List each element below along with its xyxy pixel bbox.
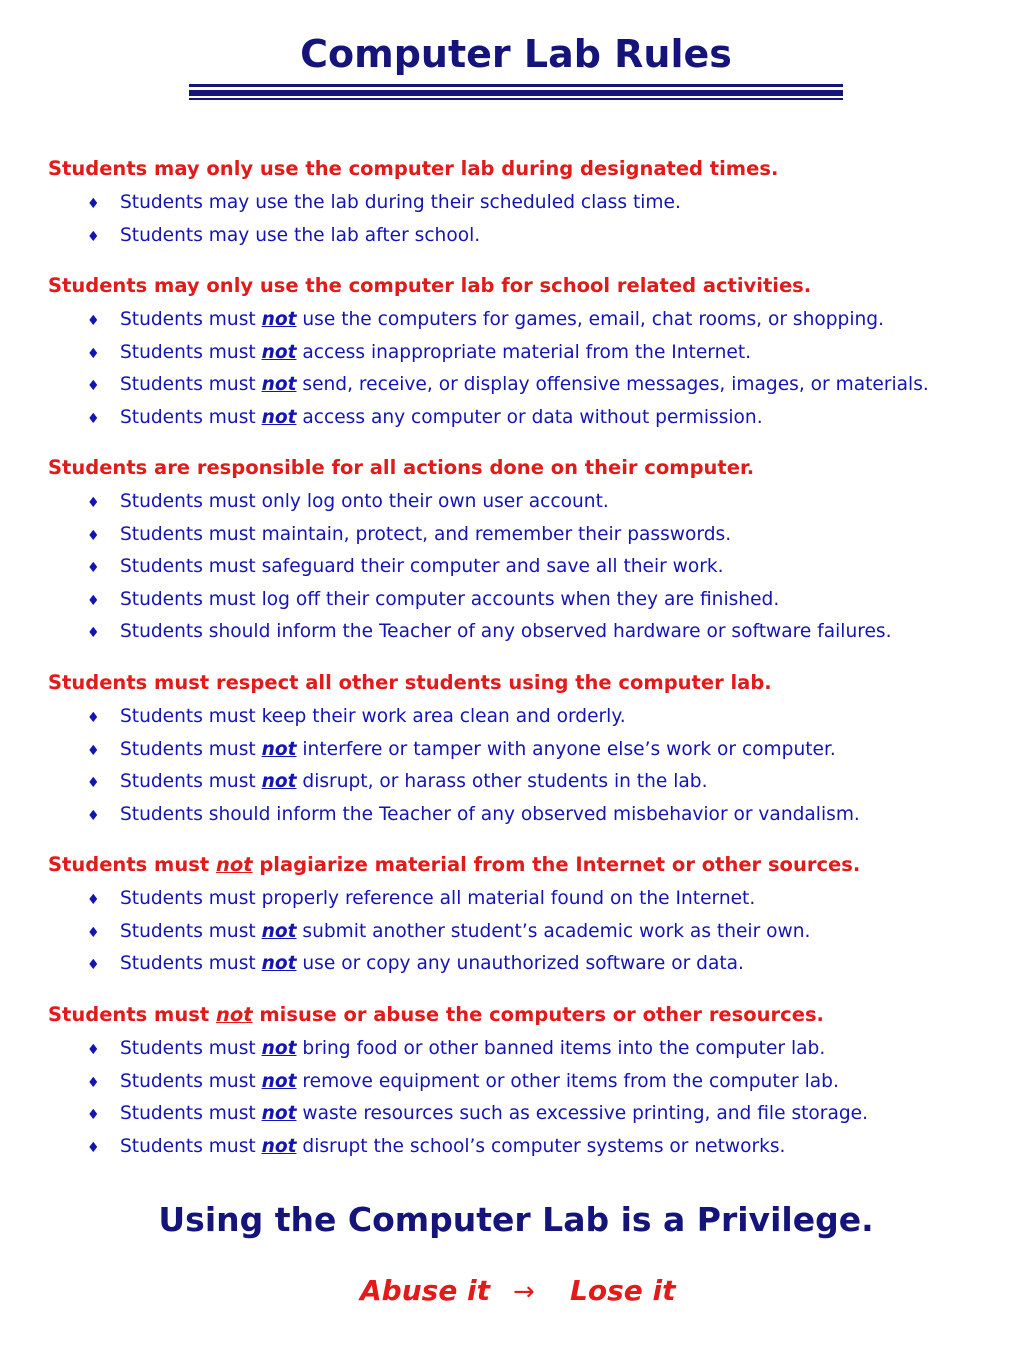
text-run: Students must maintain, protect, and remember their passwords. [120,523,732,545]
text-run: Students must [120,738,262,760]
text-run: disrupt the school’s computer systems or networks. [296,1135,786,1157]
diamond-bullet-icon: ♦ [87,313,100,329]
rule-item-text [120,620,892,644]
rule-item [0,224,1000,252]
section-heading [48,456,754,480]
text-run: misuse or abuse the computers or other resources. [252,1003,824,1026]
rule-item [0,341,1000,369]
rule-item [0,705,1000,733]
rule-item [0,1135,1000,1163]
text-run: Students must only log onto their own user account. [120,491,609,512]
rule-item [0,555,1000,583]
text-run: Students must [48,853,216,876]
diamond-bullet-icon: ♦ [87,625,100,642]
rule-item [0,588,1000,616]
emphasis-not: not [261,1038,297,1059]
diamond-bullet-icon: ♦ [87,1107,100,1124]
privilege-statement: Using the Computer Lab is a Privilege. [158,1200,874,1239]
diamond-bullet-icon: ♦ [87,560,100,577]
text-run: bring food or other banned items into the computer lab. [296,1038,826,1059]
title-rule-line [189,84,843,87]
diamond-bullet-icon: ♦ [87,775,100,792]
text-run: Students must properly reference all material found on the Internet. [120,888,756,909]
text-run: interfere or tamper with anyone else’s work or computer. [296,738,836,760]
diamond-bullet-icon: ♦ [87,1139,100,1156]
diamond-bullet-icon: ♦ [87,592,100,609]
text-run: use or copy any unauthorized software or data. [296,953,744,975]
rule-item [0,1102,1000,1130]
diamond-bullet-icon: ♦ [87,410,100,427]
diamond-bullet-icon: ♦ [87,892,100,908]
text-run: Students must [120,1103,262,1125]
text-run: Students must [120,1070,262,1092]
diamond-bullet-icon: ♦ [87,807,100,824]
text-run: Students must [120,374,262,396]
rule-item [0,738,1000,766]
rule-item-text [120,555,724,579]
text-run: Students should inform the Teacher of any observed hardware or software failures. [120,621,892,643]
text-run: Students must [48,1003,216,1026]
diamond-bullet-icon: ♦ [87,527,100,544]
text-run: disrupt, or harass other students in the lab. [296,771,708,793]
text-run: Students must log off their computer accounts when they are finished. [120,588,780,610]
diamond-bullet-icon: ♦ [87,345,100,362]
emphasis-not: not [261,406,297,428]
text-run: access any computer or data without permission. [296,406,763,428]
text-run: use the computers for games, email, chat rooms, or shopping. [296,309,885,330]
text-run: Students must keep their work area clean and orderly. [120,706,626,727]
rule-item-text [120,1135,785,1159]
section-heading [48,1003,824,1027]
diamond-bullet-icon: ♦ [87,1042,100,1058]
emphasis-not: not [261,1135,297,1157]
rule-item-text [120,1102,868,1126]
title-rule-line [189,90,843,96]
page-title: Computer Lab Rules [300,32,732,76]
emphasis-not: not [261,738,297,760]
text-run: Students must [120,771,262,793]
text-run: Students must [120,309,262,330]
rule-item-text [120,490,609,514]
text-run: Students must [120,406,262,428]
text-run: Students must [120,1038,262,1059]
rule-item-text [120,1037,825,1061]
rule-item [0,1070,1000,1098]
text-run: plagiarize material from the Internet or other sources. [252,853,861,876]
rule-item [0,490,1000,518]
diamond-bullet-icon: ♦ [87,228,100,245]
section-heading [48,274,811,298]
text-run: Students must [120,341,262,363]
rule-item-text [120,705,626,729]
section-heading [48,157,778,181]
rule-item-text [120,341,751,365]
text-run: Students should inform the Teacher of any observed misbehavior or vandalism. [120,803,860,825]
section-heading [48,853,860,877]
rule-item-text [120,887,755,911]
emphasis-not: not [261,309,297,330]
rule-item-text [120,1070,839,1094]
text-run: Students may only use the computer lab during designated times. [48,157,779,180]
emphasis-not: not [261,1103,297,1125]
diamond-bullet-icon: ♦ [87,495,100,511]
rule-item-text [120,770,708,794]
rule-item-text [120,191,681,215]
text-run: Students are responsible for all actions done on their computer. [48,456,755,479]
rule-item [0,887,1000,915]
rule-item [0,952,1000,980]
rule-item [0,770,1000,798]
section-heading [48,671,772,695]
diamond-bullet-icon: ♦ [87,924,100,941]
rule-item [0,191,1000,219]
title-rule-line [189,98,843,100]
right-arrow-icon: → [513,1277,535,1307]
diamond-bullet-icon: ♦ [87,1074,100,1091]
text-run: waste resources such as excessive printing, and file storage. [296,1103,868,1125]
text-run: Students must [120,920,262,942]
rule-item [0,803,1000,831]
rule-item [0,406,1000,434]
rule-item [0,373,1000,401]
rule-item [0,920,1000,948]
emphasis-not: not [261,374,297,396]
diamond-bullet-icon: ♦ [87,710,100,726]
text-run: Students may use the lab during their scheduled class time. [120,192,681,213]
diamond-bullet-icon: ♦ [87,378,100,395]
text-run: access inappropriate material from the Internet. [296,341,752,363]
emphasis-not: not [261,341,297,363]
rule-item [0,620,1000,648]
rule-item-text [120,373,929,397]
text-run: Students may only use the computer lab for school related activities. [48,274,812,297]
rule-item-text [120,224,480,248]
emphasis-not: not [215,853,253,876]
rule-item-text [120,406,763,430]
emphasis-not: not [261,771,297,793]
rule-item-text [120,523,731,547]
text-run: Students may use the lab after school. [120,224,481,246]
diamond-bullet-icon: ♦ [87,742,100,759]
rule-item-text [120,803,860,827]
text-run: remove equipment or other items from the computer lab. [296,1070,839,1092]
emphasis-not: not [261,1070,297,1092]
text-run: Students must [120,953,262,975]
text-run: Students must respect all other students using the computer lab. [48,671,772,694]
diamond-bullet-icon: ♦ [87,196,100,212]
slogan-abuse: Abuse it [360,1274,491,1307]
rule-item-text [120,308,884,332]
slogan-lose: Lose it [570,1274,676,1307]
rule-item-text [120,952,744,976]
diamond-bullet-icon: ♦ [87,957,100,974]
emphasis-not: not [261,920,297,942]
emphasis-not: not [215,1003,253,1026]
rule-item [0,523,1000,551]
emphasis-not: not [261,953,297,975]
rule-item-text [120,588,779,612]
text-run: Students must [120,1135,262,1157]
text-run: submit another student’s academic work as their own. [296,920,811,942]
rule-item [0,308,1000,336]
rule-item-text [120,920,810,944]
rule-item-text [120,738,836,762]
rule-item [0,1037,1000,1065]
text-run: Students must safeguard their computer and save all their work. [120,556,724,578]
text-run: send, receive, or display offensive messages, images, or materials. [296,374,929,396]
